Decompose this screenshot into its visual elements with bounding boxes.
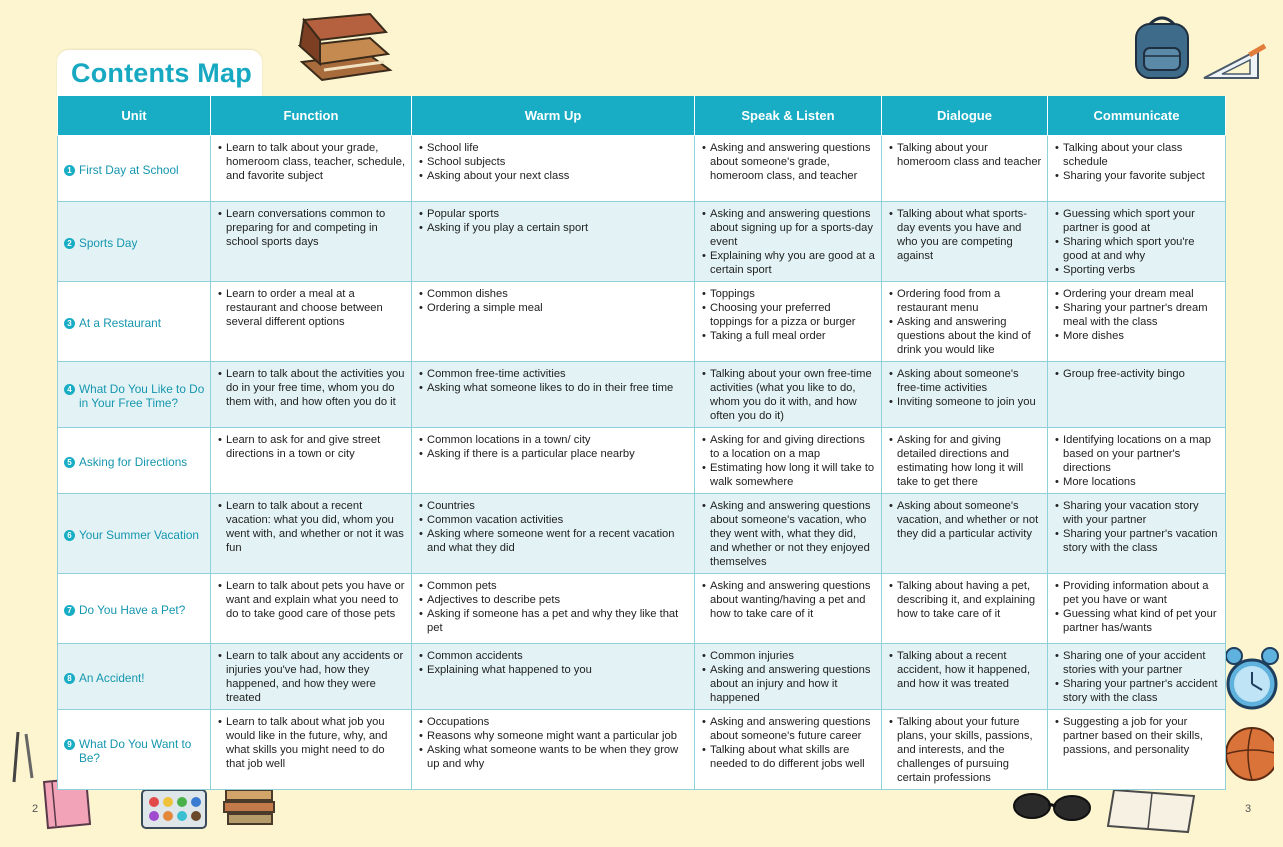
communicate-cell [1048, 136, 1226, 202]
unit-cell [58, 710, 211, 790]
unit-number-badge: 3 [64, 318, 75, 329]
list-item: • School subjects [419, 155, 689, 169]
unit-label [64, 528, 205, 542]
dialogue-list [889, 287, 1042, 357]
list-item: • Asking if someone has a pet and why they like that pet [419, 607, 689, 635]
unit-number-badge: 6 [64, 530, 75, 541]
list-item: • Asking for and giving detailed directions and estimating how long it will take to get there [889, 433, 1042, 489]
speak-cell [695, 202, 882, 282]
list-item: • Asking and answering questions about someone's vacation, who they went with, what they did, and whether or not they enjoyed themselves [702, 499, 876, 569]
list-item: • Ordering a simple meal [419, 301, 689, 315]
title-tab [57, 50, 262, 98]
function-cell [211, 428, 412, 494]
list-item: • Asking about someone's free-time activities [889, 367, 1042, 395]
communicate-cell [1048, 574, 1226, 644]
contents-table [57, 96, 1226, 790]
communicate-cell [1048, 494, 1226, 574]
list-item: • Talking about your own free-time activities (what you like to do, whom you do it with, and how often you do it) [702, 367, 876, 423]
function-list [218, 433, 406, 461]
communicate-list [1055, 499, 1220, 555]
table-row [58, 644, 1226, 710]
table-row [58, 574, 1226, 644]
list-item: • Guessing what kind of pet your partner has/wants [1055, 607, 1220, 635]
list-item: • Asking and answering questions about an injury and how it happened [702, 663, 876, 705]
list-item: • Talking about what skills are needed to do different jobs well [702, 743, 876, 771]
dialogue-list [889, 367, 1042, 409]
unit-label [64, 603, 205, 617]
list-item: • Common injuries [702, 649, 876, 663]
warmup-list [419, 649, 689, 677]
list-item: • Learn to talk about a recent vacation: what you did, whom you went with, and whether or not it was fun [218, 499, 406, 555]
list-item: • Asking if there is a particular place nearby [419, 447, 689, 461]
list-item: • Occupations [419, 715, 689, 729]
speak-cell [695, 362, 882, 428]
unit-title: Do You Have a Pet? [79, 602, 186, 617]
list-item: • Guessing which sport your partner is good at [1055, 207, 1220, 235]
header-warm-up: Warm Up [412, 96, 695, 136]
list-item: • Sharing your vacation story with your partner [1055, 499, 1220, 527]
list-item: • Countries [419, 499, 689, 513]
communicate-list [1055, 207, 1220, 277]
list-item: • Talking about your homeroom class and teacher [889, 141, 1042, 169]
list-item: • Explaining why you are good at a certain sport [702, 249, 876, 277]
unit-label [64, 737, 205, 765]
function-list [218, 207, 406, 249]
book-stack-icon [220, 786, 280, 832]
communicate-list [1055, 367, 1220, 381]
dialogue-cell [882, 136, 1048, 202]
speak-cell [695, 282, 882, 362]
list-item: • More dishes [1055, 329, 1220, 343]
dialogue-list [889, 715, 1042, 785]
warmup-list [419, 367, 689, 395]
list-item: • Asking for and giving directions to a location on a map [702, 433, 876, 461]
speak-cell [695, 494, 882, 574]
warmup-cell [412, 282, 695, 362]
function-cell [211, 644, 412, 710]
warmup-cell [412, 202, 695, 282]
unit-cell [58, 202, 211, 282]
warmup-list [419, 715, 689, 771]
list-item: • Estimating how long it will take to walk somewhere [702, 461, 876, 489]
function-list [218, 367, 406, 409]
speak-list [702, 367, 876, 423]
speak-list [702, 141, 876, 183]
speak-list [702, 287, 876, 343]
dialogue-list [889, 141, 1042, 169]
warmup-cell [412, 644, 695, 710]
warmup-cell [412, 362, 695, 428]
dialogue-list [889, 649, 1042, 691]
function-cell [211, 362, 412, 428]
communicate-list [1055, 715, 1220, 757]
set-square-icon [1200, 42, 1270, 82]
communicate-cell [1048, 710, 1226, 790]
list-item: • Asking and answering questions about wanting/having a pet and how to take care of it [702, 579, 876, 621]
list-item: • Asking what someone wants to be when they grow up and why [419, 743, 689, 771]
contents-table-wrap [57, 96, 1225, 790]
header-unit: Unit [58, 96, 211, 136]
unit-title: Asking for Directions [79, 454, 188, 469]
sunglasses-icon [1008, 786, 1098, 826]
warmup-list [419, 499, 689, 555]
table-body [58, 136, 1226, 790]
communicate-list [1055, 433, 1220, 489]
list-item: • Asking and answering questions about signing up for a sports-day event [702, 207, 876, 249]
unit-label [64, 455, 205, 469]
list-item: • Common pets [419, 579, 689, 593]
list-item: • Sharing which sport you're good at and why [1055, 235, 1220, 263]
list-item: • Sporting verbs [1055, 263, 1220, 277]
list-item: • Learn to talk about your grade, homeroom class, teacher, schedule, and favorite subject [218, 141, 406, 183]
unit-label [64, 236, 205, 250]
warmup-cell [412, 494, 695, 574]
list-item: • Providing information about a pet you have or want [1055, 579, 1220, 607]
unit-number-badge: 5 [64, 457, 75, 468]
dialogue-list [889, 433, 1042, 489]
unit-cell [58, 494, 211, 574]
list-item: • Popular sports [419, 207, 689, 221]
list-item: • Asking about your next class [419, 169, 689, 183]
unit-label [64, 671, 205, 685]
speak-list [702, 715, 876, 771]
warmup-cell [412, 574, 695, 644]
list-item: • Sharing your partner's dream meal with the class [1055, 301, 1220, 329]
list-item: • Sharing your partner's vacation story with the class [1055, 527, 1220, 555]
communicate-cell [1048, 644, 1226, 710]
list-item: • Asking and answering questions about the kind of drink you would like [889, 315, 1042, 357]
page-number-right: 3 [1245, 803, 1252, 815]
communicate-list [1055, 649, 1220, 705]
list-item: • Talking about your class schedule [1055, 141, 1220, 169]
alarm-clock-icon [1222, 640, 1282, 720]
header-communicate: Communicate [1048, 96, 1226, 136]
speak-cell [695, 644, 882, 710]
communicate-cell [1048, 202, 1226, 282]
dialogue-cell [882, 644, 1048, 710]
unit-label [64, 316, 205, 330]
warmup-cell [412, 136, 695, 202]
communicate-cell [1048, 282, 1226, 362]
backpack-icon [1128, 12, 1196, 82]
speak-list [702, 499, 876, 569]
header-dialogue: Dialogue [882, 96, 1048, 136]
dialogue-cell [882, 494, 1048, 574]
warmup-cell [412, 428, 695, 494]
unit-number-badge: 4 [64, 384, 75, 395]
speak-list [702, 433, 876, 489]
table-row [58, 202, 1226, 282]
list-item: • Inviting someone to join you [889, 395, 1042, 409]
unit-cell [58, 428, 211, 494]
unit-cell [58, 574, 211, 644]
list-item: • Learn to ask for and give street directions in a town or city [218, 433, 406, 461]
list-item: • Asking and answering questions about someone's grade, homeroom class, and teacher [702, 141, 876, 183]
basketball-icon [1224, 724, 1274, 784]
warmup-cell [412, 710, 695, 790]
paint-palette-icon [138, 784, 210, 834]
warmup-list [419, 287, 689, 315]
list-item: • Talking about having a pet, describing it, and explaining how to take care of it [889, 579, 1042, 621]
list-item: • School life [419, 141, 689, 155]
unit-number-badge: 8 [64, 673, 75, 684]
unit-cell [58, 644, 211, 710]
communicate-list [1055, 287, 1220, 343]
pencils-icon [8, 728, 40, 788]
list-item: • Learn to talk about any accidents or injuries you've had, how they happened, and how they were treated [218, 649, 406, 705]
page-title: Contents Map [71, 58, 252, 88]
table-row [58, 428, 1226, 494]
list-item: • Asking and answering questions about someone's future career [702, 715, 876, 743]
table-row [58, 710, 1226, 790]
table-row [58, 494, 1226, 574]
list-item: • Common free-time activities [419, 367, 689, 381]
function-cell [211, 136, 412, 202]
warmup-list [419, 579, 689, 635]
dialogue-cell [882, 362, 1048, 428]
speak-cell [695, 428, 882, 494]
communicate-cell [1048, 362, 1226, 428]
list-item: • Group free-activity bingo [1055, 367, 1220, 381]
list-item: • Learn to talk about pets you have or want and explain what you need to do to take good care of those pets [218, 579, 406, 621]
warmup-list [419, 207, 689, 235]
speak-cell [695, 710, 882, 790]
list-item: • Common vacation activities [419, 513, 689, 527]
list-item: • Talking about what sports-day events you have and who you are competing against [889, 207, 1042, 263]
list-item: • Talking about your future plans, your skills, passions, and interests, and the challenges of pursuing certain professions [889, 715, 1042, 785]
function-cell [211, 494, 412, 574]
function-cell [211, 202, 412, 282]
list-item: • Common dishes [419, 287, 689, 301]
list-item: • Choosing your preferred toppings for a pizza or burger [702, 301, 876, 329]
list-item: • Sharing your favorite subject [1055, 169, 1220, 183]
communicate-list [1055, 141, 1220, 183]
dialogue-cell [882, 428, 1048, 494]
unit-number-badge: 9 [64, 739, 75, 750]
open-notebook-icon [1106, 786, 1202, 836]
list-item: • Reasons why someone might want a particular job [419, 729, 689, 743]
list-item: • Sharing one of your accident stories with your partner [1055, 649, 1220, 677]
unit-title: What Do You Want to Be? [79, 736, 192, 765]
unit-label [64, 163, 205, 177]
function-list [218, 579, 406, 621]
list-item: • Asking if you play a certain sport [419, 221, 689, 235]
dialogue-cell [882, 574, 1048, 644]
books-icon [290, 10, 400, 85]
function-cell [211, 710, 412, 790]
list-item: • Taking a full meal order [702, 329, 876, 343]
unit-cell [58, 282, 211, 362]
list-item: • More locations [1055, 475, 1220, 489]
dialogue-cell [882, 710, 1048, 790]
speak-list [702, 649, 876, 705]
function-list [218, 141, 406, 183]
warmup-list [419, 141, 689, 183]
function-list [218, 715, 406, 771]
list-item: • Toppings [702, 287, 876, 301]
speak-list [702, 207, 876, 277]
unit-label [64, 382, 205, 410]
list-item: • Learn to talk about the activities you do in your free time, whom you do them with, and how often you do it [218, 367, 406, 409]
dialogue-cell [882, 202, 1048, 282]
unit-number-badge: 1 [64, 165, 75, 176]
unit-number-badge: 2 [64, 238, 75, 249]
unit-cell [58, 362, 211, 428]
function-list [218, 499, 406, 555]
list-item: • Learn conversations common to preparing for and competing in school sports days [218, 207, 406, 249]
unit-cell [58, 136, 211, 202]
header-row [58, 96, 1226, 136]
communicate-list [1055, 579, 1220, 635]
dialogue-list [889, 579, 1042, 621]
unit-number-badge: 7 [64, 605, 75, 616]
table-row [58, 136, 1226, 202]
function-cell [211, 282, 412, 362]
header-function: Function [211, 96, 412, 136]
speak-cell [695, 574, 882, 644]
list-item: • Explaining what happened to you [419, 663, 689, 677]
header-speak-listen: Speak & Listen [695, 96, 882, 136]
list-item: • Asking about someone's vacation, and whether or not they did a particular activity [889, 499, 1042, 541]
table-row [58, 362, 1226, 428]
page-number-left: 2 [32, 803, 39, 815]
list-item: • Ordering food from a restaurant menu [889, 287, 1042, 315]
list-item: • Identifying locations on a map based on your partner's directions [1055, 433, 1220, 475]
table-row [58, 282, 1226, 362]
function-cell [211, 574, 412, 644]
list-item: • Learn to order a meal at a restaurant and choose between several different options [218, 287, 406, 329]
list-item: • Talking about a recent accident, how it happened, and how it was treated [889, 649, 1042, 691]
warmup-list [419, 433, 689, 461]
list-item: • Common locations in a town/ city [419, 433, 689, 447]
list-item: • Sharing your partner's accident story with the class [1055, 677, 1220, 705]
unit-title: An Accident! [79, 670, 145, 685]
dialogue-list [889, 207, 1042, 263]
unit-title: Sports Day [79, 235, 138, 250]
list-item: • Asking where someone went for a recent vacation and what they did [419, 527, 689, 555]
function-list [218, 287, 406, 329]
dialogue-cell [882, 282, 1048, 362]
unit-title: First Day at School [79, 162, 179, 177]
list-item: • Asking what someone likes to do in their free time [419, 381, 689, 395]
function-list [218, 649, 406, 705]
speak-cell [695, 136, 882, 202]
speak-list [702, 579, 876, 621]
unit-title: Your Summer Vacation [79, 527, 199, 542]
unit-title: At a Restaurant [79, 315, 161, 330]
list-item: • Ordering your dream meal [1055, 287, 1220, 301]
list-item: • Common accidents [419, 649, 689, 663]
communicate-cell [1048, 428, 1226, 494]
list-item: • Adjectives to describe pets [419, 593, 689, 607]
list-item: • Learn to talk about what job you would like in the future, why, and what skills you might need to do that job well [218, 715, 406, 771]
list-item: • Suggesting a job for your partner based on their skills, passions, and personality [1055, 715, 1220, 757]
unit-title: What Do You Like to Do in Your Free Time? [79, 381, 205, 410]
dialogue-list [889, 499, 1042, 541]
